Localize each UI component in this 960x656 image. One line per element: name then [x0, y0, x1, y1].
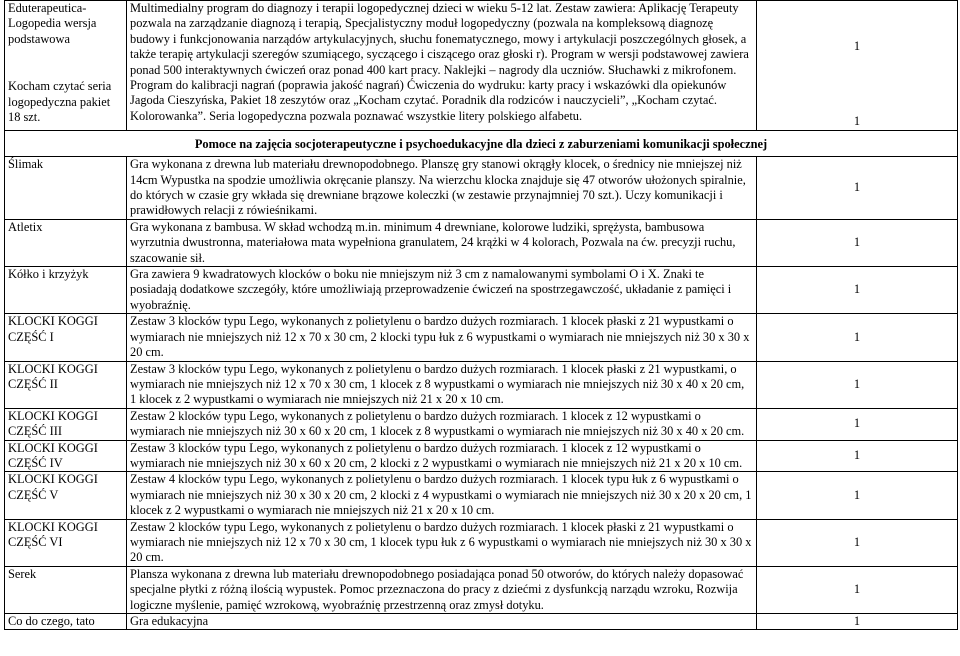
- section-header: Pomoce na zajęcia socjoterapeutyczne i psychoedukacyjne dla dzieci z zaburzeniami komunikacji społecznej: [5, 130, 958, 156]
- item-name: KLOCKI KOGGI CZĘŚĆ I: [5, 314, 127, 361]
- item-quantity-cell: [757, 1, 958, 131]
- item-name-cell: [5, 1, 127, 131]
- item-description: Zestaw 3 klocków typu Lego, wykonanych z polietylenu o bardzo dużych rozmiarach. 1 klocek z 12 wypustkami o wymiarach nie mniejszych niż 30 x 60 x 20 cm, 2 klocki z 2 wypustkami o wymiarach nie mniejszych niż 21 x 20 x 10 cm.: [127, 440, 757, 472]
- item-description: Gra wykonana z drewna lub materiału drewnopodobnego. Planszę gry stanowi okrągły klocek, o średnicy nie mniejszej niż 14cm Wypustka na spodzie umożliwia okręcanie planszy. Na wierzchu klocka znajduje się 47 otworów ułożonych spiralnie, do których w czasie gry wkłada się drewniane brązowe koleczki (w zestawie przynajmniej 70 szt.). Uczy komunikacji i prawidłowych relacji z rówieśnikami.: [127, 157, 757, 220]
- item-name: Co do czego, tato: [5, 614, 127, 630]
- item-quantity: 1: [757, 157, 958, 220]
- table-row: [5, 314, 958, 361]
- table-row: [5, 219, 958, 266]
- item-name: Eduterapeutica-Logopedia wersja podstawowa: [8, 1, 97, 46]
- table-row: [5, 361, 958, 408]
- item-description: Gra edukacyjna: [127, 614, 757, 630]
- item-quantity: 1: [757, 440, 958, 472]
- item-description: Zestaw 3 klocków typu Lego, wykonanych z polietylenu o bardzo dużych rozmiarach. 1 klocek płaski z 21 wypustkami, o wymiarach nie mniejszych niż 12 x 70 x 30 cm, 1 klocek z 8 wypustkami o wymiarach nie mniejszych niż 30 x 40 x 20 cm, 1 klocek z 2 wypustkami o wymiarach nie mniejszych niż 21 x 20 x 10 cm.: [127, 361, 757, 408]
- section-header-row: [5, 130, 958, 156]
- item-quantity: 1: [757, 614, 958, 630]
- item-name: KLOCKI KOGGI CZĘŚĆ III: [5, 408, 127, 440]
- item-name: KLOCKI KOGGI CZĘŚĆ V: [5, 472, 127, 519]
- items-table: [4, 0, 958, 630]
- item-description: Gra wykonana z bambusa. W skład wchodzą m.in. minimum 4 drewniane, kolorowe ludziki, sprężysta, bambusowa wyrzutnia dwustronna, materiałowa mata wypełniona granulatem, 24 krążki w 4 kolorach, Pozwala na ćw. precyzji ruchu, szacowanie sił.: [127, 219, 757, 266]
- table-row: [5, 267, 958, 314]
- table-row: [5, 519, 958, 566]
- item-description: Plansza wykonana z drewna lub materiału drewnopodobnego posiadająca ponad 50 otworów, do których należy dopasować specjalne płytki z różną ilością wypustek. Pomoc przeznaczona do pracy z dziećmi z dysfunkcją narządu wzroku, Rozwija logiczne myślenie, pamięć wzrokową, wyobraźnię przestrzenną oraz zmysł dotyku.: [127, 566, 757, 613]
- item-description: Zestaw 2 klocków typu Lego, wykonanych z polietylenu o bardzo dużych rozmiarach. 1 klocek z 12 wypustkami o wymiarach nie mniejszych niż 30 x 60 x 20 cm, 1 klocek z 8 wypustkami o wymiarach nie mniejszych niż 30 x 40 x 20 cm.: [127, 408, 757, 440]
- item-quantity: 1: [757, 314, 958, 361]
- item-quantity: 1: [757, 472, 958, 519]
- item-description-cell: [127, 1, 757, 131]
- item-name: Ślimak: [5, 157, 127, 220]
- table-row: [5, 566, 958, 613]
- item-name: Atletix: [5, 219, 127, 266]
- item-description: Zestaw 2 klocków typu Lego, wykonanych z polietylenu o bardzo dużych rozmiarach. 1 klocek płaski z 21 wypustkami o wymiarach nie mniejszych niż 12 x 70 x 30 cm, 1 klocek typu łuk z 6 wypustkami o wymiarach nie mniejszych niż 30 x 30 x 20 cm.: [127, 519, 757, 566]
- item-quantity: 1: [853, 39, 861, 53]
- table-row: [5, 1, 958, 131]
- item-name: Serek: [5, 566, 127, 613]
- table-row: [5, 157, 958, 220]
- item-name: KLOCKI KOGGI CZĘŚĆ II: [5, 361, 127, 408]
- document-page: [4, 0, 957, 630]
- item-name: Kółko i krzyżyk: [5, 267, 127, 314]
- item-name: Kocham czytać seria logopedyczna pakiet 18 szt.: [8, 79, 112, 125]
- item-name: KLOCKI KOGGI CZĘŚĆ VI: [5, 519, 127, 566]
- table-row: [5, 472, 958, 519]
- item-description: Gra zawiera 9 kwadratowych klocków o boku nie mniejszym niż 3 cm z namalowanymi symbolami O i X. Znaki te posiadają dodatkowe szczegóły, które umożliwiają przeprowadzenie ćwiczeń na spostrzegawczość, układanie z pamięci i wyobraźnię.: [127, 267, 757, 314]
- item-quantity: 1: [757, 566, 958, 613]
- table-row: [5, 614, 958, 630]
- table-row: [5, 408, 958, 440]
- table-row: [5, 440, 958, 472]
- item-quantity: 1: [757, 408, 958, 440]
- item-description: Zestaw 4 klocków typu Lego, wykonanych z polietylenu o bardzo dużych rozmiarach. 1 klocek typu łuk z 6 wypustkami o wymiarach nie mniejszych niż 30 x 30 x 20 cm, 2 klocki z 4 wypustkami o wymiarach nie mniejszych niż 30 x 20 x 20 cm, 1 klocek z 2 wypustkami o wymiarach nie mniejszych niż 21 x 20 x 10 cm.: [127, 472, 757, 519]
- item-quantity: 1: [757, 267, 958, 314]
- item-quantity: 1: [757, 519, 958, 566]
- item-description: Multimedialny program do diagnozy i terapii logopedycznej dzieci w wieku 5-12 lat. Zestaw zawiera: Aplikację Terapeuty pozwala na zarządzanie diagnozą i terapią, Specjalistyczny moduł logopedyczny (pozwala na kompleksową diagnozę budowy i funkcjonowania narządów artykulacyjnych, słuchu fonematycznego, mowy i artykulacji poszczególnych głosek, a także terapię artykulacji szeregów szumiącego, syczącego i ciszącego oraz głoski r). Program w wersji podstawowej zawiera ponad 500 interaktywnych ćwiczeń oraz ponad 400 kart pracy. Naklejki – nagrody dla uczniów. Słuchawki z mikrofonem. Program do kalibracji nagrań (poprawia jakość nagrań) Ćwiczenia do wydruku: karty pracy i wskazówki dla opiekunów: [130, 1, 749, 93]
- item-quantity: 1: [853, 114, 861, 129]
- item-description: Jagoda Cieszyńska, Pakiet 18 zeszytów oraz „Kocham czytać. Poradnik dla rodziców i nauczycieli”, „Kocham czytać. Kolorowanka”. Seria logopedyczna pozwala poznawać wszystkie litery polskiego alfabetu.: [130, 93, 717, 123]
- item-description: Zestaw 3 klocków typu Lego, wykonanych z polietylenu o bardzo dużych rozmiarach. 1 klocek płaski z 21 wypustkami o wymiarach nie mniejszych niż 12 x 70 x 30 cm, 2 klocki typu łuk z 6 wypustkami o wymiarach nie mniejszych niż 30 x 30 x 20 cm.: [127, 314, 757, 361]
- item-quantity: 1: [757, 219, 958, 266]
- item-quantity: 1: [757, 361, 958, 408]
- item-name: KLOCKI KOGGI CZĘŚĆ IV: [5, 440, 127, 472]
